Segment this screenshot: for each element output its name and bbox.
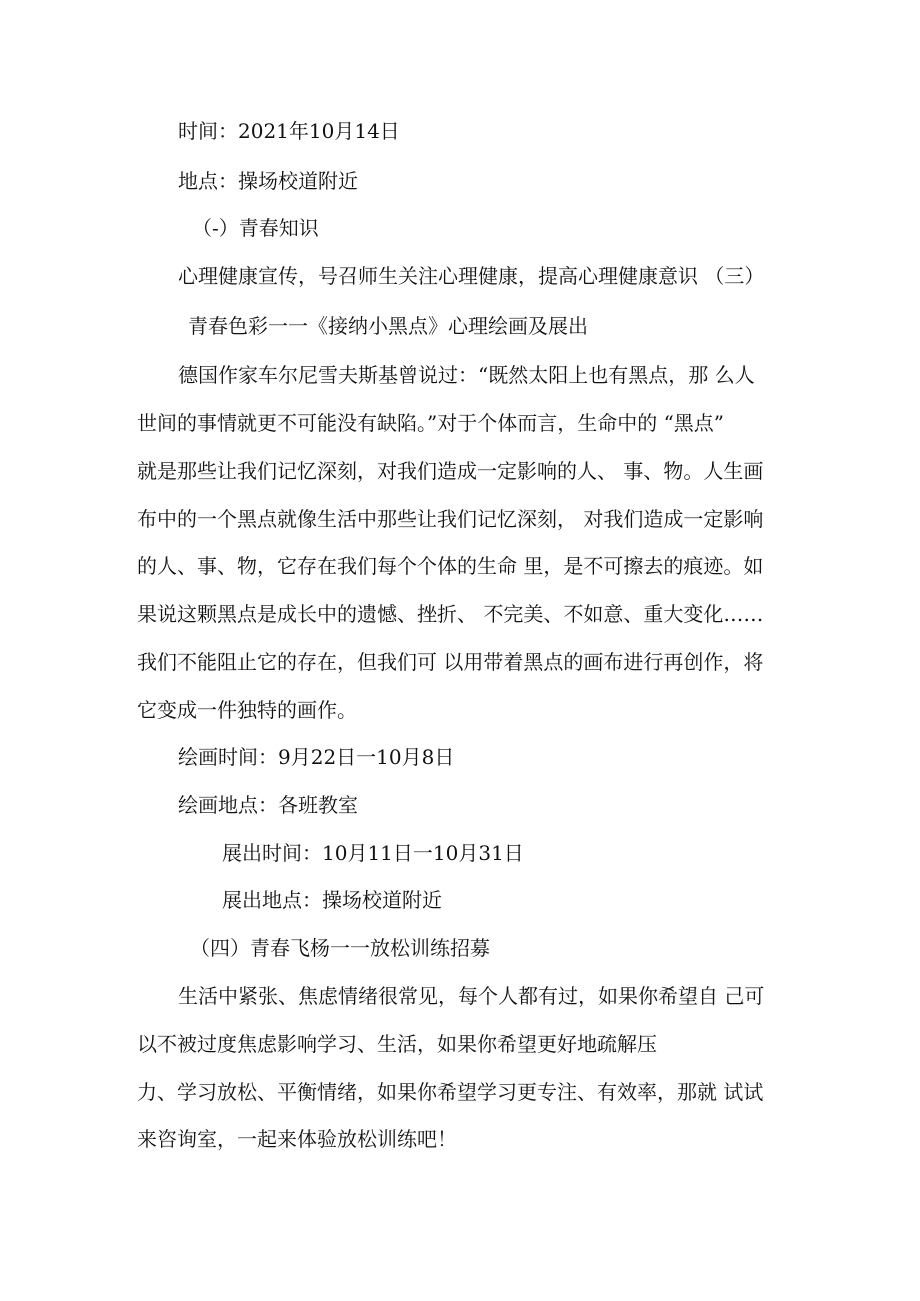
paragraph-line: 世间的事情就更不可能没有缺陷。”对于个体而言，生命中的 “黑点” <box>137 411 725 435</box>
paragraph-line: 的人、事、物，它存在我们每个个体的生命 里，是不可擦去的痕迹。如 <box>137 554 764 578</box>
drawing-time: 绘画时间：9月22日一10月8日 <box>178 745 455 769</box>
paragraph-line: 它变成一件独特的画作。 <box>137 698 357 722</box>
event-time: 时间：2021年10月14日 <box>178 119 400 143</box>
paragraph-line: 来咨询室，一起来体验放松训练吧！ <box>137 1127 457 1151</box>
paragraph-line: 果说这颗黑点是成长中的遗憾、挫折、 不完美、不如意、重大变化…… <box>137 602 764 626</box>
paragraph-line: 生活中紧张、焦虑情绪很常见，每个人都有过，如果你希望自 己可 <box>178 984 765 1008</box>
paragraph-line: 就是那些让我们记忆深刻，对我们造成一定影响的人、 事、物。人生画 <box>137 459 764 483</box>
drawing-place: 绘画地点：各班教室 <box>178 793 358 817</box>
paragraph-line: 布中的一个黑点就像生活中那些让我们记忆深刻， 对我们造成一定影响 <box>137 507 764 531</box>
exhibit-time: 展出时间：10月11日一10月31日 <box>222 841 524 865</box>
paragraph-line: 力、学习放松、平衡情绪，如果你希望学习更专注、有效率，那就 试试 <box>137 1080 764 1104</box>
section-body: 心理健康宣传，号召师生关注心理健康，提高心理健康意识 （三） <box>178 264 765 288</box>
section-heading: 青春色彩一一《接纳小黑点》心理绘画及展出 <box>188 314 588 338</box>
event-place: 地点：操场校道附近 <box>178 169 358 193</box>
paragraph-line: 以不被过度焦虑影响学习、生活，如果你希望更好地疏解压 <box>137 1032 657 1056</box>
section-heading: （-）青春知识 <box>192 216 319 240</box>
exhibit-place: 展出地点：操场校道附近 <box>222 888 442 912</box>
section-heading: （四）青春飞杨一一放松训练招募 <box>190 936 490 960</box>
paragraph-line: 我们不能阻止它的存在，但我们可 以用带着黑点的画布进行再创作，将 <box>137 650 764 674</box>
paragraph-line: 德国作家车尔尼雪夫斯基曾说过：“既然太阳上也有黑点，那 么人 <box>178 363 755 387</box>
